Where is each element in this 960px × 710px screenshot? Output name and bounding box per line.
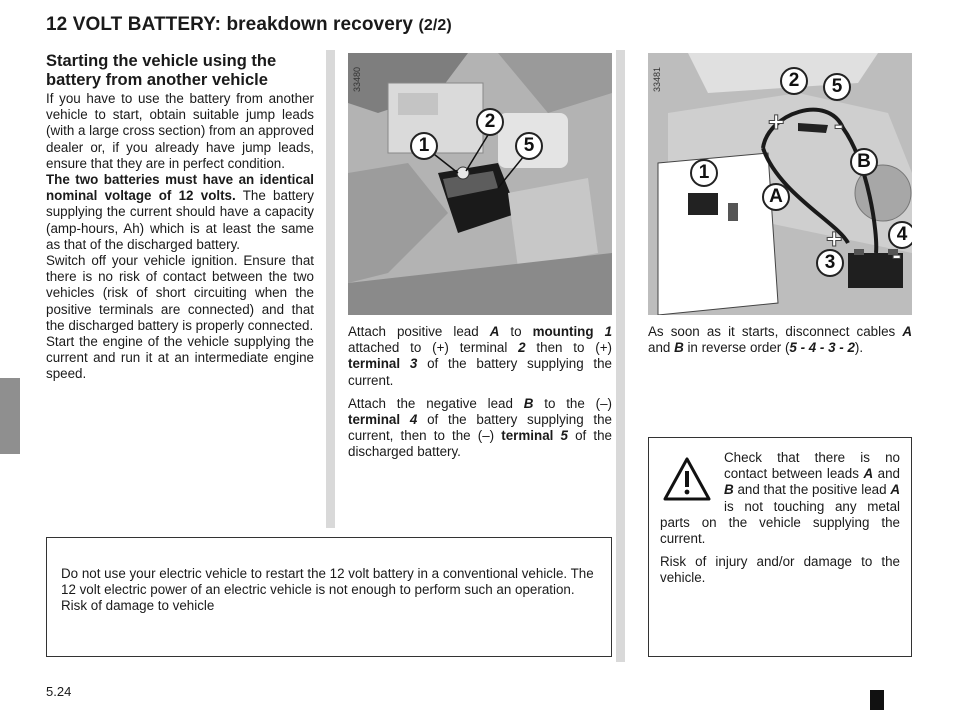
title-sub: (2/2) [418, 17, 452, 34]
callout-B: B [850, 148, 878, 176]
caution-box [648, 437, 912, 657]
callout-1: 1 [690, 159, 718, 187]
minus-sign: - [834, 109, 844, 140]
callout-1: 1 [410, 132, 438, 160]
plus-sign: + [826, 223, 843, 254]
warning-text: Do not use your electric vehicle to restart the 12 volt battery in a conventional vehicle. The 12 volt electric power of an electric vehicle is not enough to perform such an operation. [61, 566, 594, 598]
plus-sign: + [768, 106, 785, 137]
callout-4: 4 [888, 221, 912, 249]
column-divider [326, 50, 335, 528]
paragraph [46, 172, 314, 253]
page-title [46, 14, 452, 36]
intro-column [46, 52, 314, 383]
section-tab [0, 378, 20, 454]
warning-box [46, 537, 612, 657]
text: The battery supplying the current should have a capacity (amp-hours, Ah) which is at least the same as that of the discharged battery. [46, 188, 314, 252]
callout-3: 3 [816, 249, 844, 277]
callout-5: 5 [823, 73, 851, 101]
page-number: 5.24 [46, 684, 72, 699]
engine-bay-figure [348, 53, 612, 315]
warning-risk: Risk of damage to vehicle [61, 598, 215, 614]
minus-sign: - [892, 239, 902, 270]
bold-text: The two batteries must have an identical nominal voltage of 12 volts. [46, 172, 314, 204]
caution-risk: Risk of injury and/or damage to the vehicle. [660, 554, 900, 586]
paragraph: As soon as it starts, disconnect cables A and B in reverse order (5 - 4 - 3 - 2). [648, 324, 912, 356]
callout-5: 5 [515, 132, 543, 160]
paragraph: Start the engine of the vehicle supplying the current and run it at an intermediate engine speed. [46, 334, 314, 382]
paragraph: Switch off your vehicle ignition. Ensure that there is no risk of contact between the two vehicles (risk of short circuiting when the positive terminals are connected) and that the discharged battery is properly connected. [46, 253, 314, 333]
callout-2: 2 [780, 67, 808, 95]
paragraph: Attach positive lead A to mounting 1 attached to (+) terminal 2 then to (+) terminal 3 of the battery supplying the current. [348, 324, 613, 388]
paragraph: If you have to use the battery from another vehicle to start, obtain suitable jump leads (with a large cross section) from an approved dealer or, if you already have jump leads, ensure that they are in perfect condition. [46, 91, 314, 171]
column-divider [616, 50, 625, 662]
figure-ref: 33481 [652, 66, 662, 92]
disconnect-column [648, 324, 912, 356]
warning-triangle-icon [662, 456, 712, 502]
instructions-column [348, 324, 612, 468]
paragraph: Attach the negative lead B to the (–) terminal 4 of the battery supplying the current, then to the (–) terminal 5 of the discharged battery. [348, 395, 613, 460]
page-corner-mark [870, 690, 884, 710]
figure-ref: 33480 [352, 66, 362, 92]
callout-A: A [762, 183, 790, 211]
title-main: 12 VOLT BATTERY: breakdown recovery [46, 14, 414, 35]
section-heading: Starting the vehicle using the battery from another vehicle [46, 52, 277, 89]
callout-2: 2 [476, 108, 504, 136]
engine-bay-illustration [348, 53, 612, 315]
jump-start-figure [648, 53, 912, 315]
caution-text: Check that there is no contact between leads A and B and that the positive lead A is not touching any metal parts on the vehicle supplying the current. [660, 450, 900, 547]
